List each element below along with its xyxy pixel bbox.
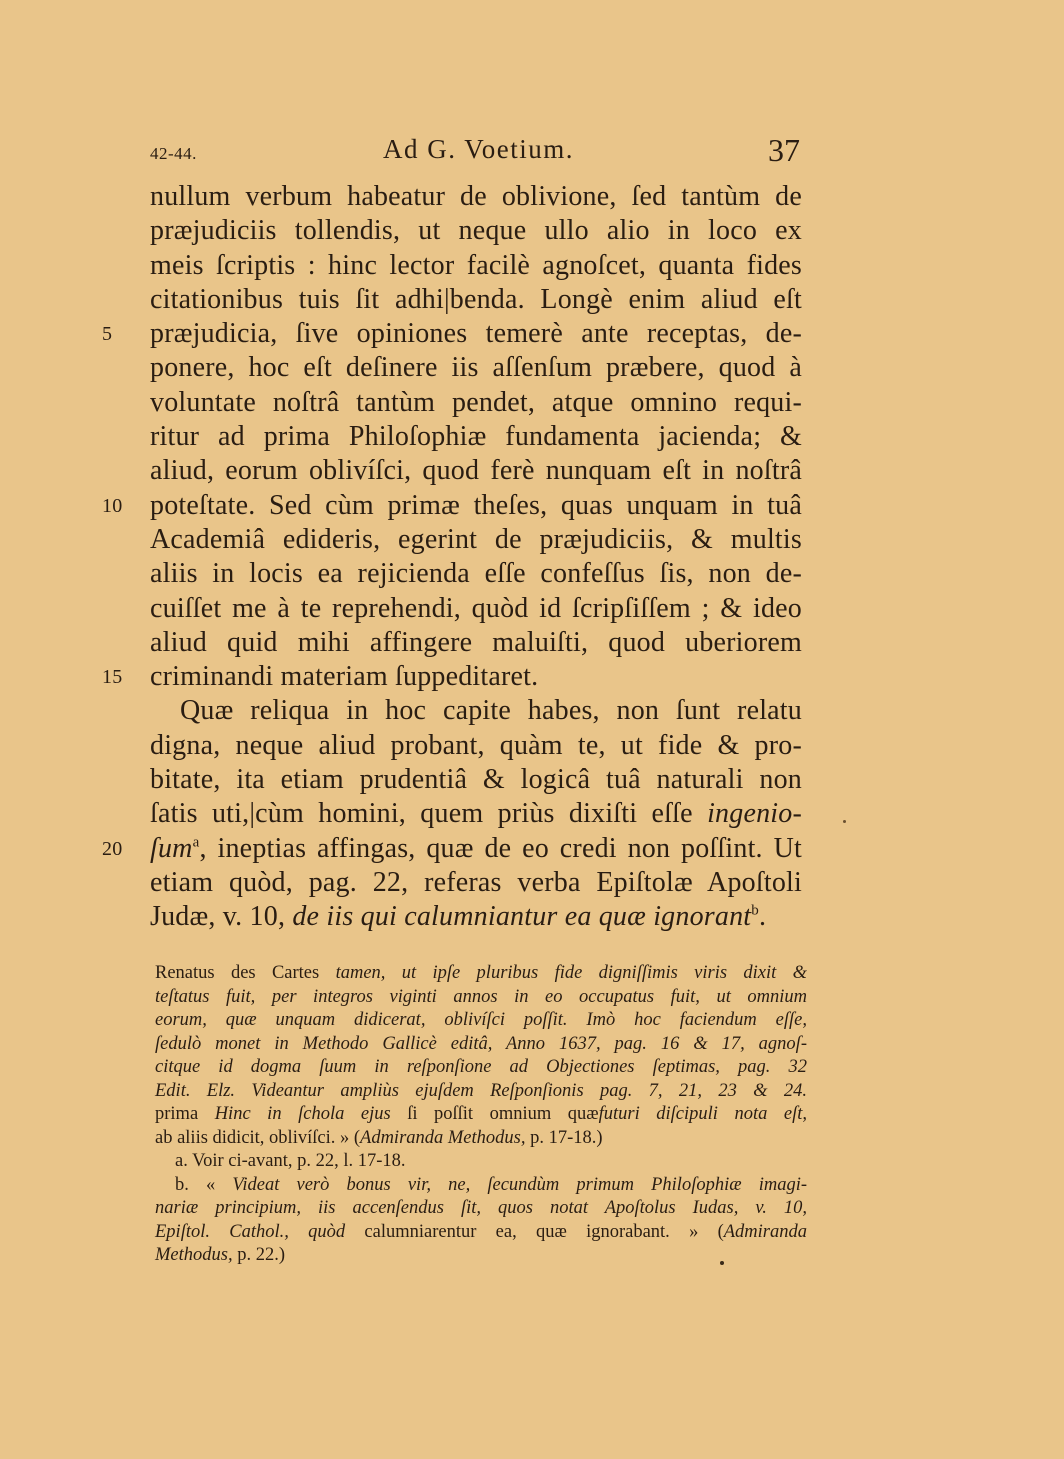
text-line [150,694,802,728]
line-text: Quæ reliqua in hoc capite habes, non ſunt relatu [180,695,802,727]
line-text: digna, neque aliud probant, quàm te, ut fide & pro- [150,729,802,761]
ink-speck [720,1261,724,1265]
note-text: ab aliis didicit, oblivíſci. » ( [155,1127,361,1148]
note-text: ſi poſſit omnium quæ [407,1104,599,1124]
line-number: 5 [102,323,113,346]
page-range: 42-44. [150,144,197,163]
footnote-line [155,1080,807,1104]
note-text: prima [155,1104,215,1124]
footnote-line [155,1150,807,1174]
line-text: citationibus tuis ſit adhi|benda. Longè enim aliud eſt [150,283,802,315]
italic-text: de iis qui calumniantur ea quæ ignorant [292,901,752,933]
note-italic: Epiſtol. Cathol., quòd [155,1221,346,1242]
note-text: a. Voir ci-avant, p. 22, l. 17-18. [175,1151,406,1171]
note-italic: Videat verò bonus vir, ne, ſecundùm primum Philoſophiæ imagi- [232,1174,808,1195]
line-number: 15 [102,666,123,689]
note-text: Renatus des Cartes [155,963,336,983]
line-text: bitate, ita etiam prudentiâ & logicâ tuâ naturali non [150,764,802,796]
footnote-line [155,1221,807,1245]
line-text: aliud quid mihi affingere maluiſti, quod uberiorem [150,626,802,658]
text-line [150,523,802,557]
line-text: Academiâ edideris, egerint de præjudiciis, & multis [150,523,802,555]
note-italic: ſedulò monet in Methodo Gallicè editâ, Anno 1637, pag. 16 & 17, agnoſ- [155,1033,807,1054]
footnote-line [155,1056,807,1080]
line-text: præjudiciis tollendis, ut neque ullo alio in loco ex [150,215,802,247]
note-italic: tamen, ut ipſe pluribus fide digniſſimis viris dixit & [335,963,807,983]
note-text: calumniarentur ea, quæ ignorabant. » ( [345,1221,724,1242]
text-line [150,351,802,385]
text-line [102,832,802,866]
note-italic: nariæ principium, iis accenſendus ſit, quos notat Apoſtolus Iudas, v. 10, [155,1198,807,1218]
footnote-line [155,1033,807,1057]
note-text: b. « [175,1174,233,1195]
text-line [150,180,802,214]
note-italic: teſtatus fuit, per integros viginti annos in eo occupatus fuit, ut omnium [155,986,807,1007]
note-italic: Edit. Elz. Videantur ampliùs ejuſdem Reſponſionis pag. 7, 21, 23 & 24. [155,1080,807,1101]
note-text: p. 17-18.) [525,1127,603,1148]
text-line [150,557,802,591]
footnote-ref: a [192,834,200,851]
line-text: Judæ, v. 10, [150,901,293,933]
footnote-line [155,962,807,986]
note-italic: Admiranda [723,1221,807,1242]
line-text: . [758,901,767,933]
note-text: p. 22.) [232,1245,286,1265]
line-text: , ineptias affingas, quæ de eo credi non poſſint. Ut [199,832,802,864]
text-line [150,797,802,831]
line-text: nullum verbum habeatur de oblivione, ſed tantùm de [150,181,802,212]
line-text: aliis in locis ea rejicienda eſſe confeſſus ſis, non de- [150,558,802,590]
footnote-line [155,1174,807,1198]
note-italic: futuri diſcipuli nota eſt, [598,1104,807,1124]
italic-text: ingenio- [707,798,802,830]
italic-text: ſum [150,832,193,864]
footnotes [155,962,807,1268]
line-text: criminandi materiam ſuppeditaret. [150,661,539,693]
footnote-line [155,1197,807,1221]
line-text: cuiſſet me à te reprehendi, quòd id ſcripſiſſem ; & ideo [150,592,802,624]
line-number: 20 [102,837,123,860]
line-number: 10 [102,494,123,517]
note-italic: Admiranda Methodus, [360,1127,526,1148]
note-italic: Methodus, [155,1245,233,1265]
text-line [150,283,802,317]
line-text: ritur ad prima Philoſophiæ fundamenta jacienda; & [150,421,802,453]
line-text: aliud, eorum oblivíſci, quod ferè nunquam eſt in noſtrâ [150,455,802,487]
page-number: 37 [768,132,800,168]
line-text: ponere, hoc eſt deſinere iis aſſenſum præbere, quod à [150,352,802,384]
text-line [150,729,802,763]
line-text: meis ſcriptis : hinc lector facilè agnoſcet, quanta fides [150,249,802,281]
text-line [150,249,802,283]
running-header [0,132,1064,172]
note-italic: Hinc in ſchola ejus [214,1104,408,1124]
footnote-line [155,1244,807,1268]
text-line [102,489,802,523]
text-line [150,386,802,420]
footnote-ref: b [751,902,759,919]
text-line [150,763,802,797]
text-line [150,626,802,660]
line-text: etiam quòd, pag. 22, referas verba Epiſtolæ Apoſtoli [150,866,802,898]
text-line [102,317,802,351]
footnote-line [155,1127,807,1151]
text-line [150,592,802,626]
line-text: poteſtate. Sed cùm primæ theſes, quas unquam in tuâ [150,489,802,521]
text-line [150,420,802,454]
text-line [150,866,802,900]
note-italic: citque id dogma ſuum in reſponſione ad Objectiones ſeptimas, pag. 32 [155,1057,807,1077]
text-line [150,454,802,488]
line-text: ſatis uti,|cùm homini, quem priùs dixiſti eſſe [150,798,708,830]
footnote-line [155,1009,807,1033]
line-text: voluntate noſtrâ tantùm pendet, atque omnino requi- [150,386,802,418]
line-text: præjudicia, ſive opiniones temerè ante receptas, de- [150,318,802,350]
main-text [102,180,802,935]
text-line [150,900,802,934]
text-line [150,214,802,248]
running-title: Ad G. Voetium. [383,134,575,164]
ink-speck [843,820,846,823]
footnote-line [155,986,807,1010]
text-line [102,660,802,694]
note-italic: eorum, quæ unquam didicerat, oblivíſci poſſit. Imò hoc faciendum eſſe, [155,1010,807,1030]
footnote-line [155,1103,807,1127]
